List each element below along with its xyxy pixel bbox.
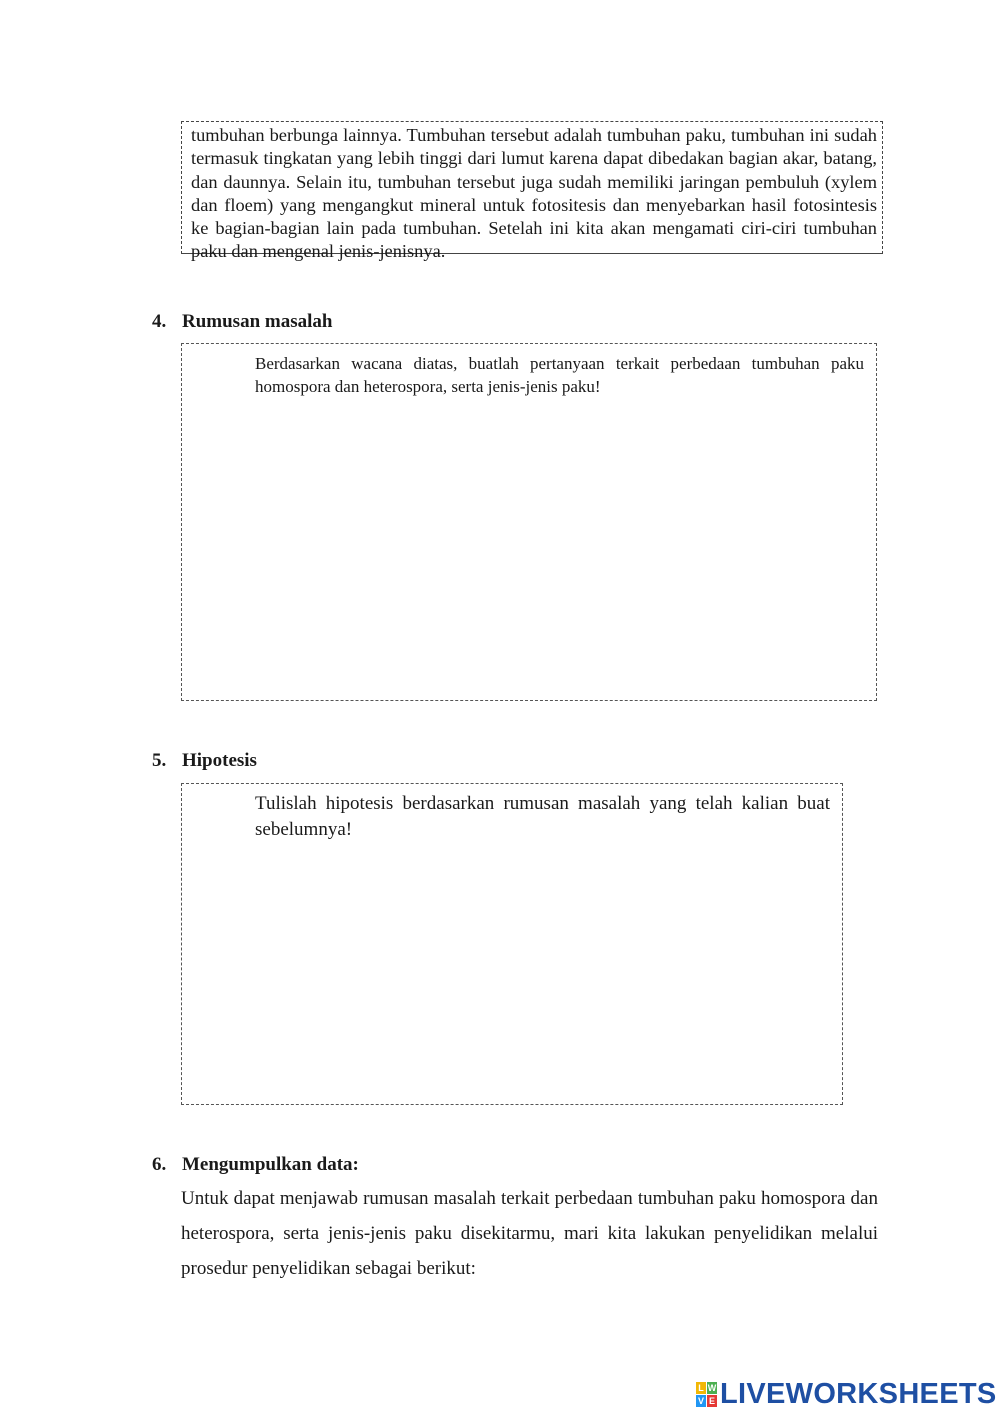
mengumpulkan-data-paragraph: Untuk dapat menjawab rumusan masalah terkait perbedaan tumbuhan paku homospora dan heterospora, serta jenis-jenis paku disekitarmu, mari kita lakukan penyelidikan melalui prosedur penyelidikan sebagai berikut: [181, 1188, 878, 1279]
section-title: Rumusan masalah [182, 311, 333, 332]
logo-text: LIVEWORKSHEETS [720, 1378, 997, 1410]
section-title: Hipotesis [182, 750, 257, 771]
rumusan-masalah-answer-box[interactable] [181, 343, 877, 701]
logo-mark-cell: W [707, 1383, 717, 1393]
liveworksheets-logo [696, 1378, 997, 1411]
section-number: 5. [152, 750, 167, 771]
logo-mark-icon [696, 1382, 717, 1407]
logo-mark-cell: L [696, 1382, 706, 1394]
heading-mengumpulkan-data [152, 1154, 359, 1176]
intro-text-box [181, 121, 883, 262]
logo-mark-cell: V [697, 1396, 704, 1406]
section-number: 4. [152, 311, 167, 332]
heading-hipotesis [152, 750, 257, 772]
intro-paragraph: tumbuhan berbunga lainnya. Tumbuhan tersebut adalah tumbuhan paku, tumbuhan ini sudah termasuk tingkatan yang lebih tinggi dari lumut karena dapat dibedakan bagian akar, batang, dan daunnya. Selain itu, tumbuhan tersebut juga sudah memiliki jaringan pembuluh (xylem dan floem) yang mengangkut mineral untuk fotositesis dan menyebarkan hasil fotosintesis ke bagian-bagian lain pada tumbuhan. Setelah ini kita akan mengamati ciri-ciri tumbuhan paku dan mengenal jenis-jenisnya. [191, 125, 877, 262]
hipotesis-answer-box[interactable] [181, 783, 843, 1105]
logo-mark-cell: E [708, 1396, 715, 1406]
section-number: 6. [152, 1154, 167, 1175]
section-title: Mengumpulkan data: [182, 1154, 359, 1175]
heading-rumusan-masalah [152, 311, 332, 333]
hipotesis-prompt: Tulislah hipotesis berdasarkan rumusan masalah yang telah kalian buat sebelumnya! [255, 793, 830, 840]
rumusan-masalah-prompt: Berdasarkan wacana diatas, buatlah pertanyaan terkait perbedaan tumbuhan paku homospora dan heterospora, serta jenis-jenis paku! [255, 354, 864, 396]
